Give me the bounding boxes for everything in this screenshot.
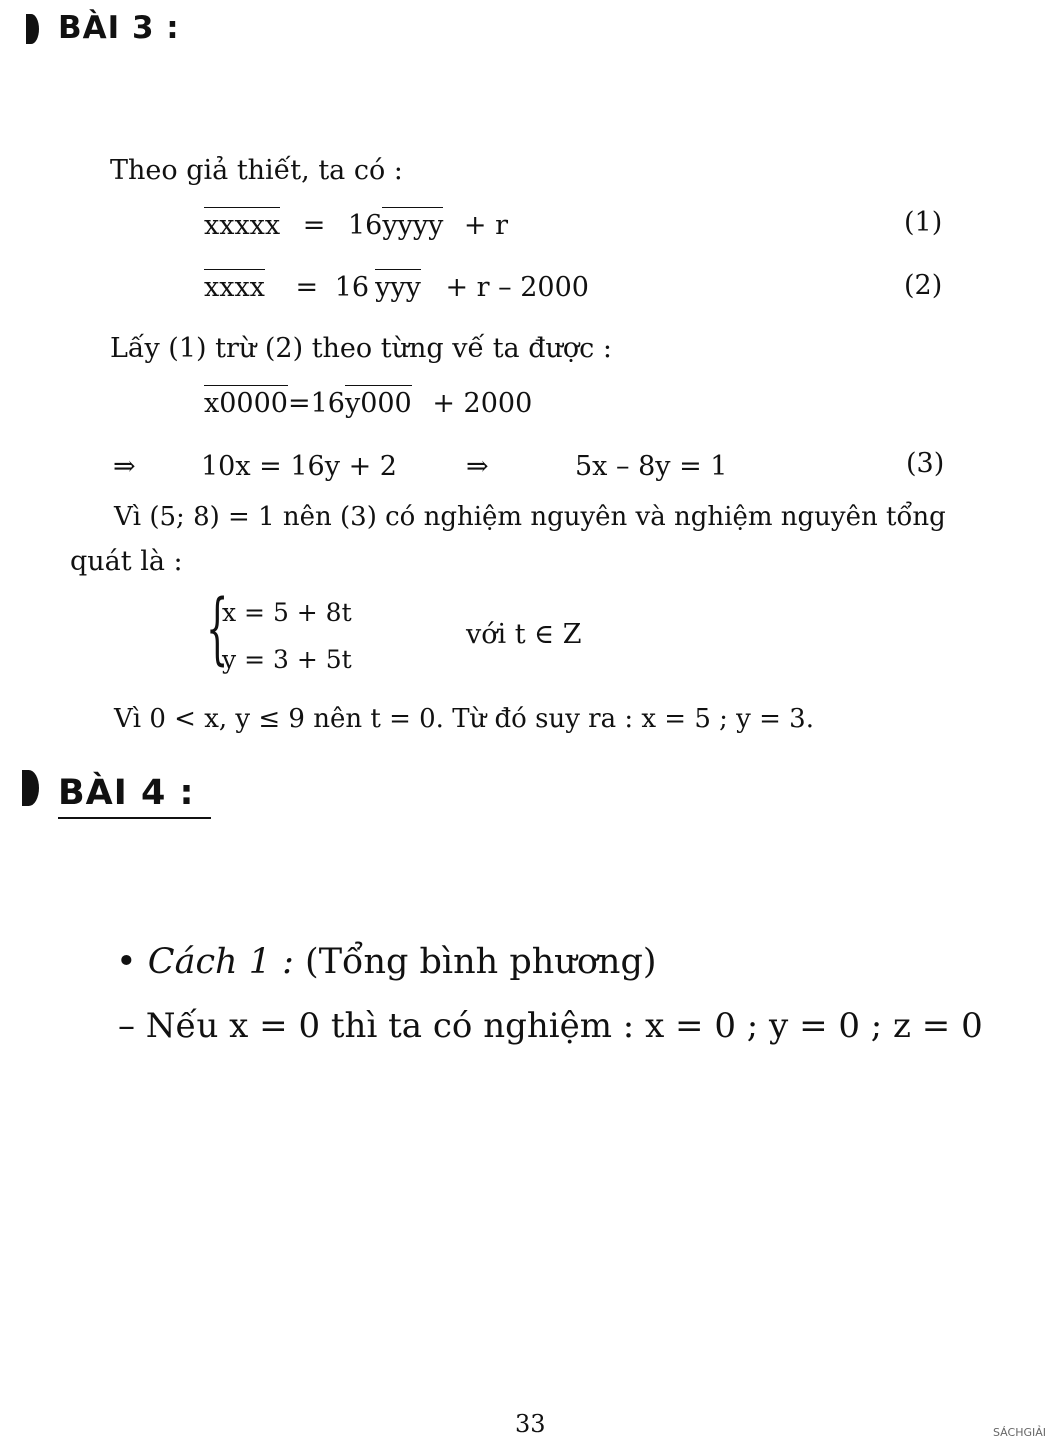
eq1-mid-pre: 16	[347, 210, 383, 241]
eq1-equals: =	[302, 210, 326, 241]
implies-arrow-icon: ⇒	[466, 451, 489, 482]
equation-1	[204, 210, 508, 241]
eq-sub-mid: =16	[287, 388, 345, 419]
eq2-mid-overlined: yyy	[375, 272, 421, 303]
because-line-1: Vì (5; 8) = 1 nên (3) có nghiệm nguyên và nghiệm nguyên tổng	[114, 502, 946, 532]
equation-b: 5x – 8y = 1	[575, 451, 728, 482]
subtract-text: Lấy (1) trừ (2) theo từng vế ta được :	[110, 333, 612, 364]
eq2-lhs: xxxx	[204, 272, 265, 303]
implies-arrow-icon: ⇒	[113, 451, 136, 482]
eq2-equals: =	[295, 272, 319, 303]
bai3-intro: Theo giả thiết, ta có :	[110, 155, 403, 186]
eq1-tail: + r	[463, 210, 509, 241]
system-y: y = 3 + 5t	[222, 645, 352, 674]
eq1-mid-overlined: yyyy	[382, 210, 444, 241]
eq-sub-tail: + 2000	[432, 388, 533, 419]
bullet-icon: •	[116, 942, 137, 982]
bai3-heading: BÀI 3 :	[58, 10, 180, 46]
eq-sub-overlined: y000	[344, 388, 412, 419]
method-description: (Tổng bình phương)	[305, 942, 657, 982]
heading-marker-icon	[26, 14, 39, 44]
watermark-logo: SÁCHGIẢI	[993, 1426, 1047, 1439]
bai3-conclusion: Vì 0 < x, y ≤ 9 nên t = 0. Từ đó suy ra : x = 5 ; y = 3.	[114, 704, 814, 734]
bai4-heading-underline	[58, 817, 211, 819]
system-x: x = 5 + 8t	[222, 598, 352, 627]
eq-sub-lhs: x0000	[204, 388, 288, 419]
eq1-lhs: xxxxx	[204, 210, 281, 241]
eq2-tail: + r – 2000	[445, 272, 589, 303]
equation-3-number: (3)	[906, 448, 945, 479]
equation-1-number: (1)	[904, 207, 943, 238]
system-condition: với t ∈ Z	[466, 619, 582, 650]
bai4-heading: BÀI 4 :	[58, 773, 195, 813]
page-number: 33	[515, 1410, 546, 1438]
equation-2	[204, 272, 589, 303]
heading-marker-icon	[22, 770, 39, 806]
case-line: – Nếu x = 0 thì ta có nghiệm : x = 0 ; y = 0 ; z = 0	[118, 1006, 983, 1046]
equation-subtracted	[204, 388, 532, 419]
method-label: Cách 1 :	[147, 942, 294, 982]
equation-2-number: (2)	[904, 270, 943, 301]
system-brace-icon: {	[206, 584, 229, 674]
because-line-2: quát là :	[70, 546, 183, 577]
method-line	[116, 942, 657, 982]
equation-a: 10x = 16y + 2	[201, 451, 397, 482]
eq2-mid-pre: 16	[334, 272, 370, 303]
